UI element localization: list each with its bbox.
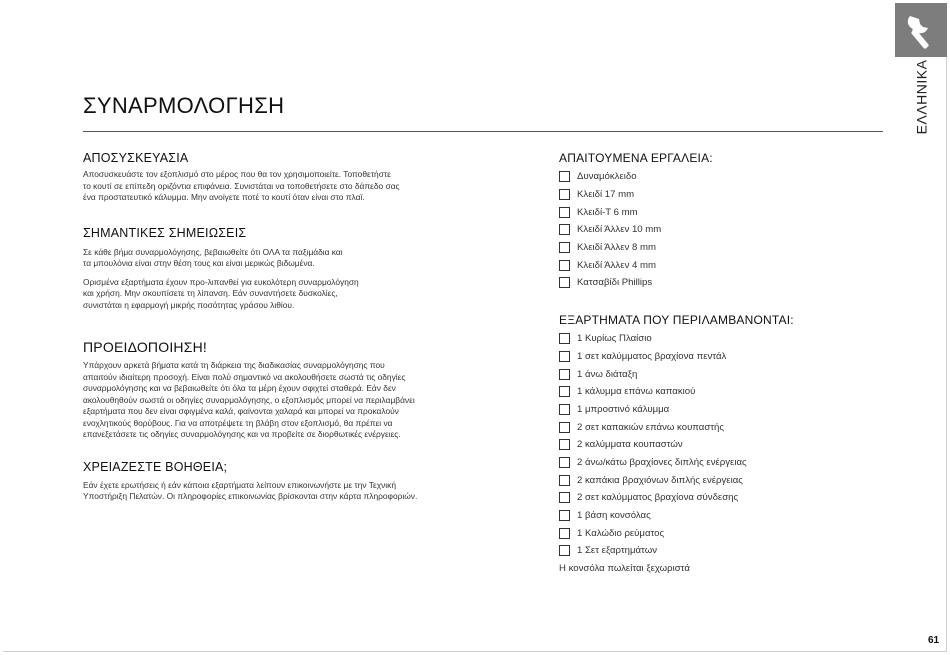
checkbox[interactable] — [559, 333, 570, 344]
unpacking-section — [83, 150, 483, 204]
wrench-icon — [904, 11, 938, 49]
part-item: 2 σετ καπακιών επάνω κουπαστής — [559, 418, 879, 436]
included-parts-heading: ΕΞΑΡΤΗΜΑΤΑ ΠΟΥ ΠΕΡΙΛΑΜΒΑΝΟΝΤΑΙ: — [559, 312, 794, 327]
right-column — [559, 150, 879, 574]
unpacking-text: Αποσυσκευάστε τον εξοπλισμό στο μέρος που θα τον χρησιμοποιείτε. Τοποθετήστε το κουτί σε επίπεδη οριζόντια επιφάνεια. Συνιστάται να τοποθετήσετε στο δάπεδο σας ένα προστατευτικό κάλυμμα. Μην ανοίγετε ποτέ το κουτί όταν είναι στο πλαϊ. — [83, 169, 400, 202]
part-item: 2 καπάκια βραχιόνων διπλής ενέργειας — [559, 471, 879, 489]
checkbox[interactable] — [559, 545, 570, 556]
important-notes-section — [83, 225, 483, 312]
required-tools-list — [559, 168, 879, 292]
checkbox[interactable] — [559, 260, 570, 271]
tool-item: Κλειδί Άλλεν 10 mm — [559, 221, 879, 239]
checkbox[interactable] — [559, 242, 570, 253]
checkbox[interactable] — [559, 439, 570, 450]
part-item: 2 καλύμματα κουπαστών — [559, 436, 879, 454]
section-tab — [895, 3, 947, 57]
checkbox[interactable] — [559, 528, 570, 539]
part-item: 1 Καλώδιο ρεύματος — [559, 524, 879, 542]
checkbox[interactable] — [559, 171, 570, 182]
tool-item: Δυναμόκλειδο — [559, 168, 879, 186]
tool-item: Κλειδί-Τ 6 mm — [559, 203, 879, 221]
checkbox[interactable] — [559, 492, 570, 503]
part-item: 1 άνω διάταξη — [559, 365, 879, 383]
help-heading: ΧΡΕΙΑΖΕΣΤΕ ΒΟΗΘΕΙΑ; — [83, 459, 228, 474]
part-item: 1 Σετ εξαρτημάτων — [559, 542, 879, 560]
warning-text: Υπάρχουν αρκετά βήματα κατά τη διάρκεια της διαδικασίας συναρμολόγησης που απαιτούν ιδιαίτερη προσοχή. Είναι πολύ σημαντικό να ακολουθήσετε σωστά τις οδηγίες συναρμολόγησης και να βεβαιωθείτε ότι όλα τα μέρη έχουν σφιχτεί σταθερά. Εάν δεν ακολουθηθούν σωστά οι οδηγίες συναρμολόγησης, ο εξοπλισμός μπορεί να περιλαμβάνει εξαρτήματα που δεν είναι σφιγμένα καλά, φαίνονται χαλαρά και μπορεί να προκαλούν ενοχλητικούς θορύβους. Για να αποτρέψετε τη βλάβη στον εξοπλισμό, θα πρέπει να επανεξετάσετε τις οδηγίες συναρμολόγησης και να προβείτε σε διορθωτικές ενέργειες. — [83, 360, 415, 439]
language-label: ΕΛΛΗΝΙΚΑ — [913, 59, 930, 135]
tool-item: Κλειδί Άλλεν 4 mm — [559, 256, 879, 274]
checkbox[interactable] — [559, 277, 570, 288]
checkbox[interactable] — [559, 386, 570, 397]
title-divider — [83, 131, 883, 132]
checkbox[interactable] — [559, 404, 570, 415]
part-item: 2 σετ καλύμματος βραχίονα σύνδεσης — [559, 489, 879, 507]
checkbox[interactable] — [559, 224, 570, 235]
important-notes-heading: ΣΗΜΑΝΤΙΚΕΣ ΣΗΜΕΙΩΣΕΙΣ — [83, 225, 247, 240]
warning-section — [83, 338, 483, 441]
checkbox[interactable] — [559, 189, 570, 200]
checkbox[interactable] — [559, 457, 570, 468]
checkbox[interactable] — [559, 351, 570, 362]
part-item: 2 άνω/κάτω βραχίονες διπλής ενέργειας — [559, 454, 879, 472]
tool-item: Κατσαβίδι Phillips — [559, 274, 879, 292]
console-note: Η κονσόλα πωλείται ξεχωριστά — [559, 562, 690, 574]
checkbox[interactable] — [559, 369, 570, 380]
unpacking-heading: ΑΠΟΣΥΣΚΕΥΑΣΙΑ — [83, 151, 189, 165]
checkbox[interactable] — [559, 510, 570, 521]
required-tools-section — [559, 150, 879, 292]
included-parts-section — [559, 312, 879, 574]
part-item: 1 Κυρίως Πλαίσιο — [559, 330, 879, 348]
page-title: ΣΥΝΑΡΜΟΛΟΓΗΣΗ — [83, 93, 285, 118]
tool-item: Κλειδί 17 mm — [559, 186, 879, 204]
tool-item: Κλειδί Άλλεν 8 mm — [559, 239, 879, 257]
help-text: Εάν έχετε ερωτήσεις ή εάν κάποια εξαρτήματα λείπουν επικοινωνήστε με την Τεχνική Υποστήριξη Πελατών. Οι πληροφορίες επικοινωνίας βρίσκονται στην κάρτα πληροφοριών. — [83, 479, 418, 501]
page-number: 61 — [928, 635, 940, 646]
part-item: 1 κάλυμμα επάνω καπακιού — [559, 383, 879, 401]
important-notes-paragraph-2: Ορισμένα εξαρτήματα έχουν προ-λιπανθεί για ευκολότερη συναρμολόγηση και χρήση. Μην σκουπίσετε τη λίπανση. Εάν συναντήσετε δυσκολίες, συνιστάται η εφαρμογή μικρής ποσότητας γράσου λιθίου. — [83, 276, 359, 310]
checkbox[interactable] — [559, 207, 570, 218]
important-notes-paragraph-1: Σε κάθε βήμα συναρμολόγησης, βεβαιωθείτε ότι ΟΛΑ τα παξιμάδια και τα μπουλόνια είναι στην θέση τους και είναι μερικώς βιδωμένα. — [83, 246, 343, 268]
warning-heading: ΠΡΟΕΙΔΟΠΟΙΗΣΗ! — [83, 339, 207, 355]
checkbox[interactable] — [559, 475, 570, 486]
checkbox[interactable] — [559, 422, 570, 433]
part-item: 1 βάση κονσόλας — [559, 507, 879, 525]
part-item: 1 μπροστινό κάλυμμα — [559, 401, 879, 419]
help-section — [83, 459, 483, 503]
part-item: 1 σετ καλύμματος βραχίονα πεντάλ — [559, 348, 879, 366]
left-column — [83, 150, 483, 503]
required-tools-heading: ΑΠΑΙΤΟΥΜΕΝΑ ΕΡΓΑΛΕΙΑ: — [559, 151, 713, 165]
included-parts-list — [559, 330, 879, 560]
